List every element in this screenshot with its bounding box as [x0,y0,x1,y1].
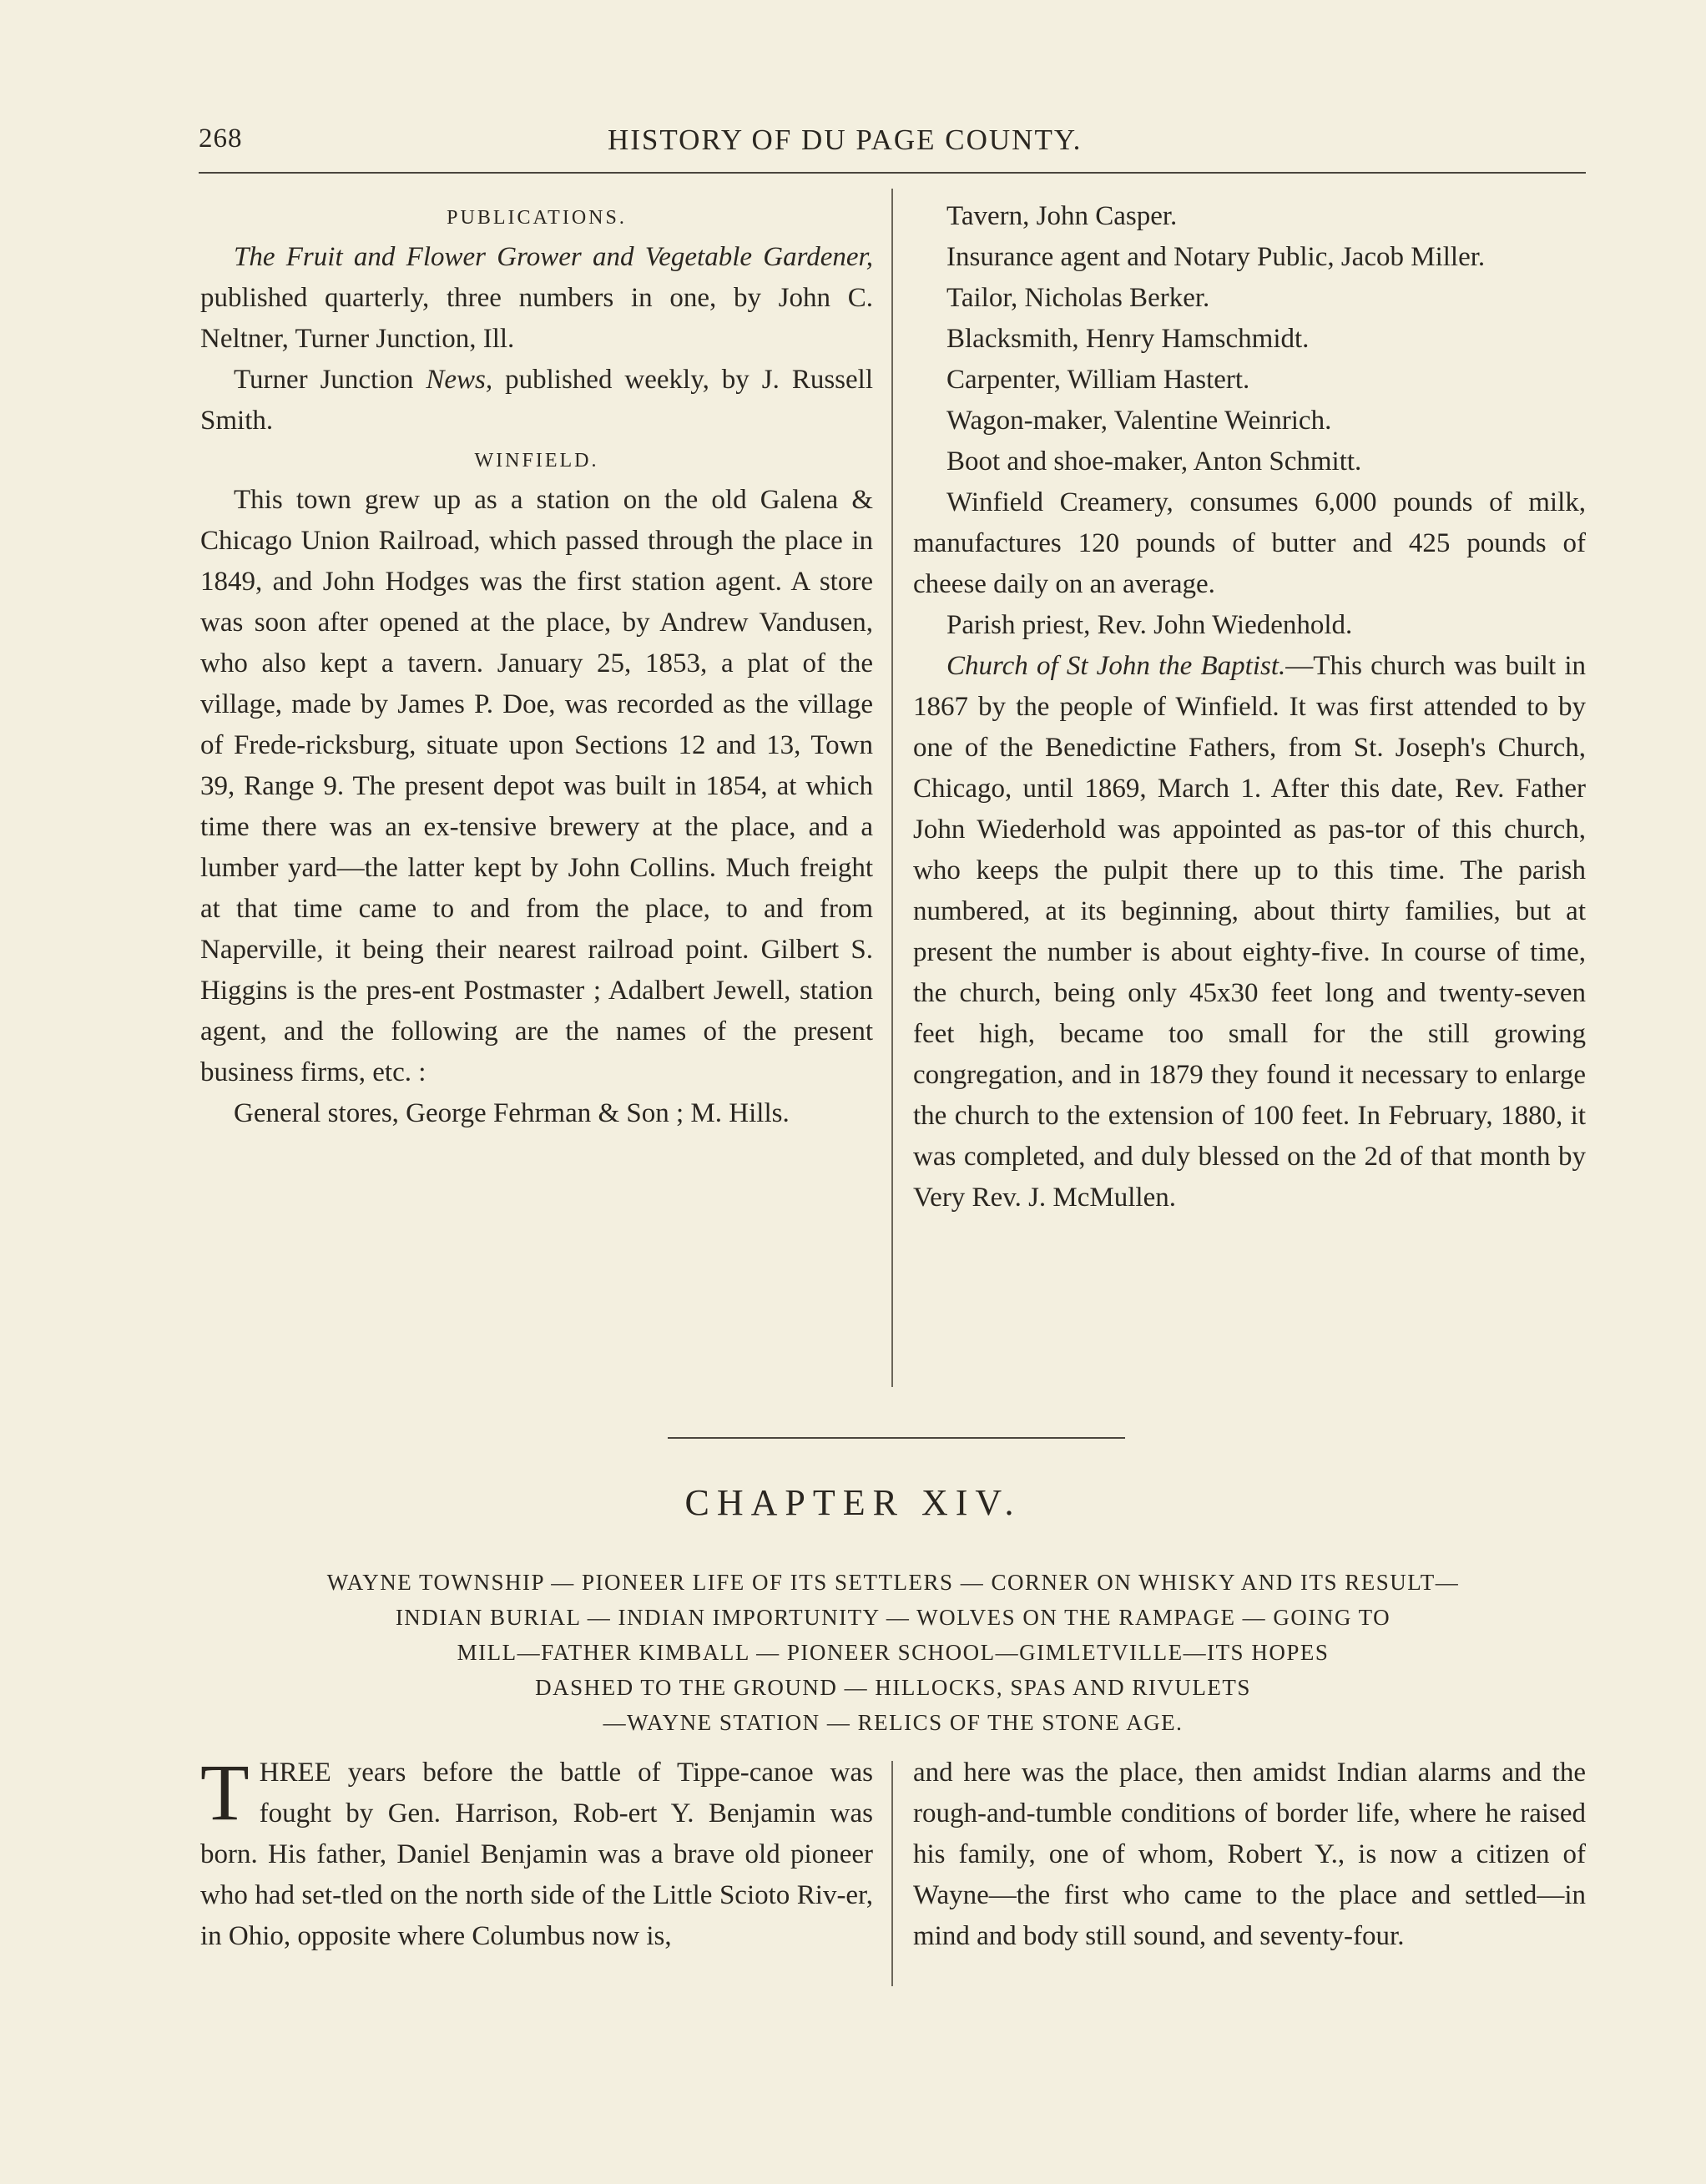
running-title: HISTORY OF DU PAGE COUNTY. [608,124,1083,156]
church-paragraph [913,646,1586,1218]
publication-text: published quarterly, three numbers in one, by John C. Neltner, Turner Junction, Ill. [200,283,873,354]
chapter-synopsis [200,1565,1586,1740]
publication-item [200,237,873,360]
synopsis-line: WAYNE TOWNSHIP — PIONEER LIFE OF ITS SETTLERS — CORNER ON WHISKY AND ITS RESULT— [326,1570,1460,1595]
business-listing: Parish priest, Rev. John Wiedenhold. [946,610,1353,640]
column-divider [891,1761,893,1986]
continuation-paragraph: and here was the place, then amidst Indian alarms and the rough-and-tumble conditions of border life, where he raised his family, one of whom, Robert Y., is now a citizen of Wayne—the first who came to the place and settled—in mind and body still sound, and seventy-four. [913,1758,1586,1951]
chapter-rule [668,1437,1125,1439]
drop-cap: T [200,1748,250,1837]
left-column-bottom [200,1748,873,1957]
heading-winfield: WINFIELD. [474,450,599,472]
right-column-bottom [913,1753,1586,1957]
publication-item [200,360,873,441]
winfield-paragraph: This town grew up as a station on the old Galena & Chicago Union Railroad, which passed through the place in 1849, and John Hodges was the first station agent. A store was soon after opened at the place, by Andrew Vandusen, who also kept a tavern. January 25, 1853, a plat of the village, made by James P. Doe, was recorded as the village of Frede-ricksburg, situate upon Sections 12 and 13, Town 39, Range 9. The present depot was built in 1854, at which time there was an ex-tensive brewery at the place, and a lumber yard—the latter kept by John Collins. Much freight at that time came to and from the place, to and from Naperville, it being their nearest railroad point. Gilbert S. Higgins is the pres-ent Postmaster ; Adalbert Jewell, station agent, and the following are the names of the present business firms, etc. : [200,485,873,1087]
synopsis-line: DASHED TO THE GROUND — HILLOCKS, SPAS AND RIVULETS [535,1675,1251,1700]
heading-publications: PUBLICATIONS. [447,207,627,229]
general-stores: General stores, George Fehrman & Son ; M. Hills. [234,1098,790,1128]
business-listing: Tailor, Nicholas Berker. [946,283,1210,313]
left-column-top [200,199,873,1134]
church-title: Church of St John the Baptist. [946,651,1286,681]
synopsis-line: —WAYNE STATION — RELICS OF THE STONE AGE. [603,1710,1184,1735]
synopsis-line: MILL—FATHER KIMBALL — PIONEER SCHOOL—GIMLETVILLE—ITS HOPES [457,1640,1330,1665]
church-text: —This church was built in 1867 by the people of Winfield. It was first attended to by one of the Benedictine Fathers, from St. Joseph's Church, Chicago, until 1869, March 1. After this date, Rev. Father John Wiederhold was appointed as pas-tor of this church, who keeps the pulpit there up to this time. The parish numbered, at its beginning, about thirty families, but at present the number is about eighty-five. In course of time, the church, being only 45x30 feet long and twenty-seven feet high, became too small for the still growing congregation, and in 1879 they found it necessary to enlarge the church to the extension of 100 feet. In February, 1880, it was completed, and duly blessed on the 2d of that month by Very Rev. J. McMullen. [913,651,1586,1213]
publication-text: Turner Junction [234,365,426,395]
opening-text: HREE years before the battle of Tippe-canoe was fought by Gen. Harrison, Rob-ert Y. Benjamin was born. His father, Daniel Benjamin was a brave old pioneer who had set-tled on the north side of the Little Scioto Riv-er, in Ohio, opposite where Columbus now is, [200,1758,873,1951]
publication-text: published weekly, by J. Russell Smith. [200,365,873,436]
header-rule [199,172,1586,174]
chapter-opening-paragraph [200,1748,873,1957]
chapter-title: CHAPTER XIV. [684,1482,1022,1523]
business-listing: Insurance agent and Notary Public, Jacob Miller. [946,242,1486,272]
publication-title: News, [426,365,493,395]
business-listing: Blacksmith, Henry Hamschmidt. [946,324,1310,354]
business-listing: Carpenter, William Hastert. [946,365,1250,395]
page-number: 268 [199,124,243,154]
business-listing: Boot and shoe-maker, Anton Schmitt. [946,446,1362,477]
column-divider [891,189,893,1387]
business-listing: Tavern, John Casper. [946,201,1178,231]
page-header [199,124,1584,174]
publication-title: The Fruit and Flower Grower and Vegetable Gardener, [234,242,873,272]
synopsis-line: INDIAN BURIAL — INDIAN IMPORTUNITY — WOLVES ON THE RAMPAGE — GOING TO [395,1605,1391,1630]
right-column-top [913,196,1586,1218]
business-listing: Wagon-maker, Valentine Weinrich. [946,406,1332,436]
creamery-paragraph: Winfield Creamery, consumes 6,000 pounds of milk, manufactures 120 pounds of butter and 425 pounds of cheese daily on an average. [913,487,1586,599]
